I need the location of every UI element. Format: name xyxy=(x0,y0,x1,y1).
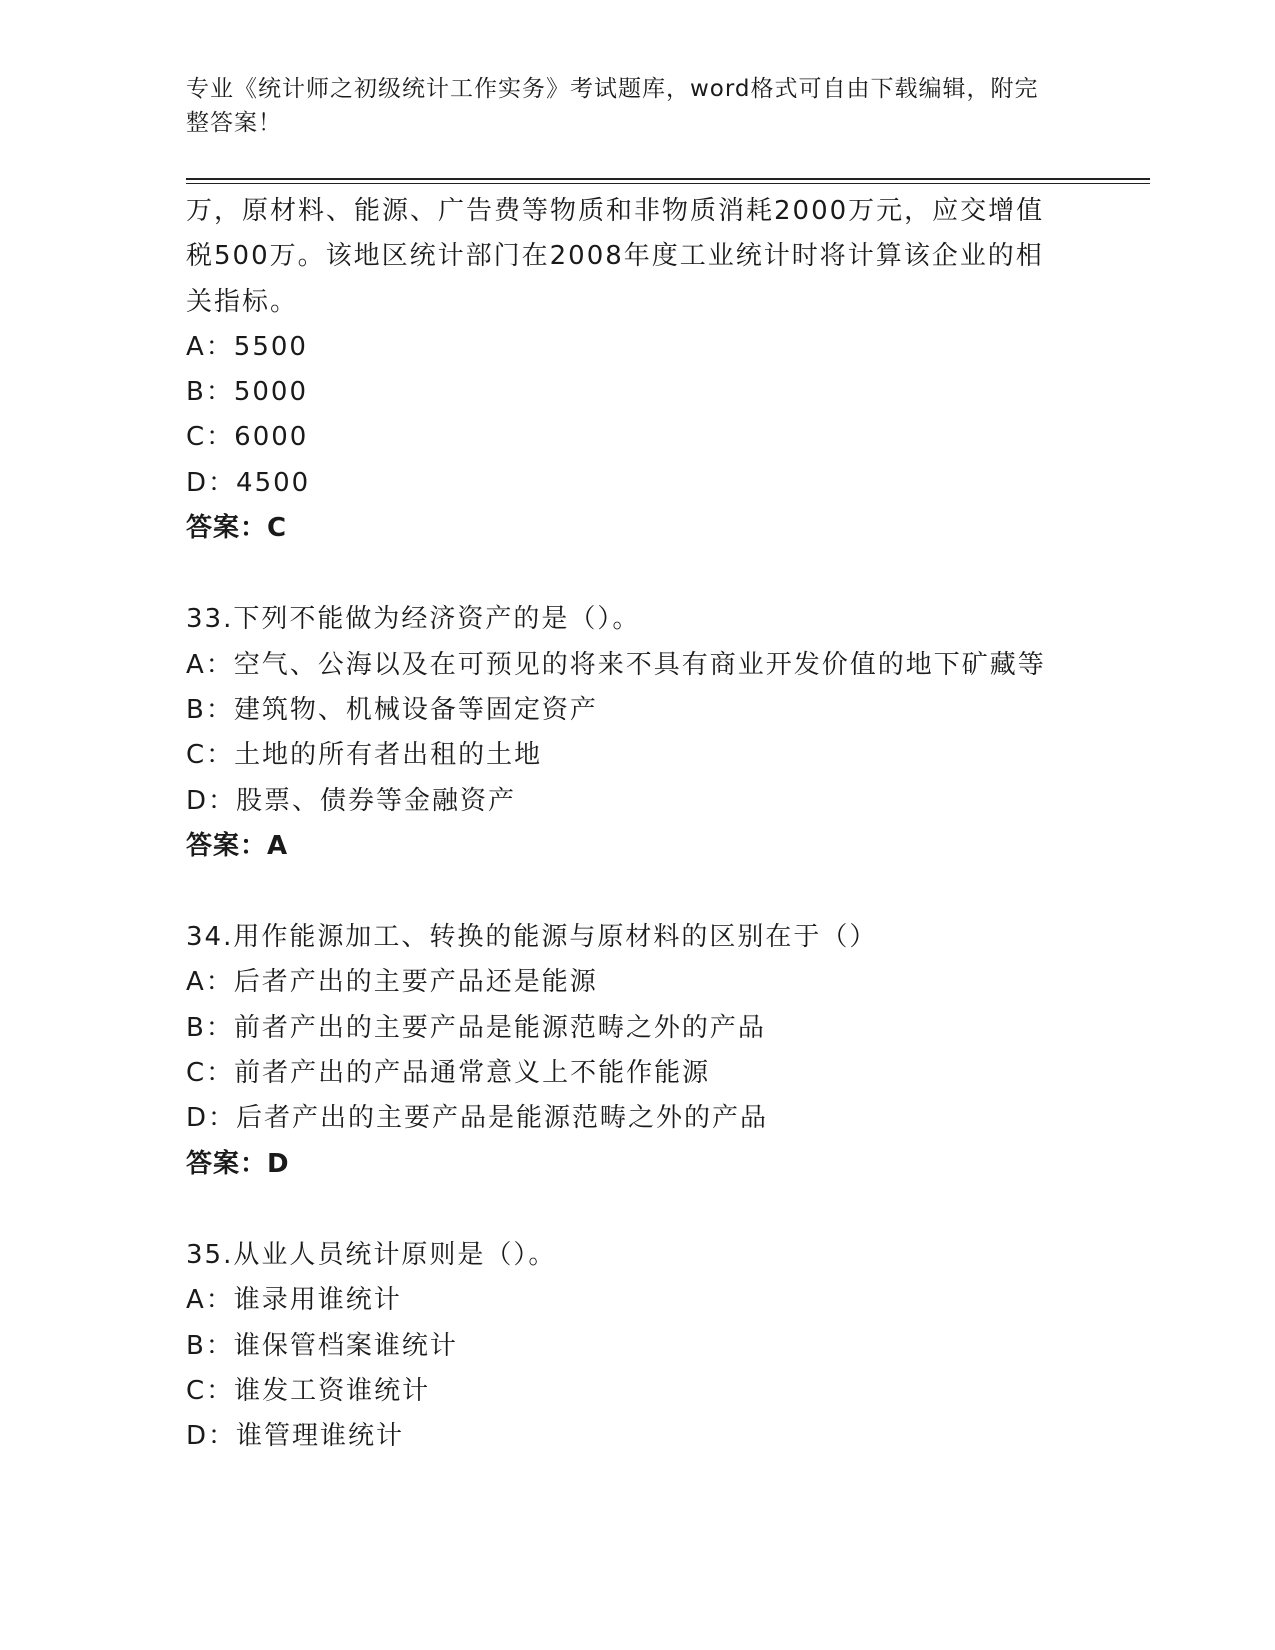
q32-option-a: A：5500 xyxy=(186,331,308,362)
q33-question: 33.下列不能做为经济资产的是（）。 xyxy=(186,604,641,635)
spacer xyxy=(186,1187,1086,1233)
q33-option-c: C：土地的所有者出租的土地 xyxy=(186,740,543,771)
q35-option-c: C：谁发工资谁统计 xyxy=(186,1375,431,1406)
q35-option-a: A：谁录用谁统计 xyxy=(186,1285,402,1316)
q34-option-c: C：前者产出的产品通常意义上不能作能源 xyxy=(186,1058,711,1089)
q32-answer: 答案：C xyxy=(186,513,288,544)
q32-option-d: D：4500 xyxy=(186,467,311,498)
document-body xyxy=(186,189,1086,1459)
q34-option-d: D：后者产出的主要产品是能源范畴之外的产品 xyxy=(186,1103,769,1134)
q33-option-d: D：股票、债券等金融资产 xyxy=(186,785,517,816)
spacer xyxy=(186,551,1086,597)
spacer xyxy=(186,869,1086,915)
header-line-2: 整答案！ xyxy=(186,110,282,136)
q34-option-b: B：前者产出的主要产品是能源范畴之外的产品 xyxy=(186,1012,766,1043)
header-rule-thin xyxy=(186,183,1150,184)
q33-answer: 答案：A xyxy=(186,830,289,861)
q35-option-b: B：谁保管档案谁统计 xyxy=(186,1330,458,1361)
q35-option-d: D：谁管理谁统计 xyxy=(186,1421,405,1452)
q34-option-a: A：后者产出的主要产品还是能源 xyxy=(186,967,598,998)
q33-option-b: B：建筑物、机械设备等固定资产 xyxy=(186,694,598,725)
q34-question: 34.用作能源加工、转换的能源与原材料的区别在于（） xyxy=(186,922,878,953)
intro-line-3: 关指标。 xyxy=(186,286,299,317)
intro-line-1: 万，原材料、能源、广告费等物质和非物质消耗2000万元，应交增值 xyxy=(186,196,1045,226)
q33-option-a: A：空气、公海以及在可预见的将来不具有商业开发价值的地下矿藏等 xyxy=(186,649,1046,680)
q32-option-b: B：5000 xyxy=(186,377,309,408)
document-header xyxy=(186,72,1066,140)
header-line-1: 专业《统计师之初级统计工作实务》考试题库，word格式可自由下载编辑，附完 xyxy=(186,76,1039,102)
q32-option-c: C：6000 xyxy=(186,422,309,453)
q34-answer: 答案：D xyxy=(186,1148,290,1179)
intro-line-2: 税500万。该地区统计部门在2008年度工业统计时将计算该企业的相 xyxy=(186,241,1044,272)
q35-question: 35.从业人员统计原则是（）。 xyxy=(186,1239,557,1270)
header-rule-thick xyxy=(186,178,1150,180)
